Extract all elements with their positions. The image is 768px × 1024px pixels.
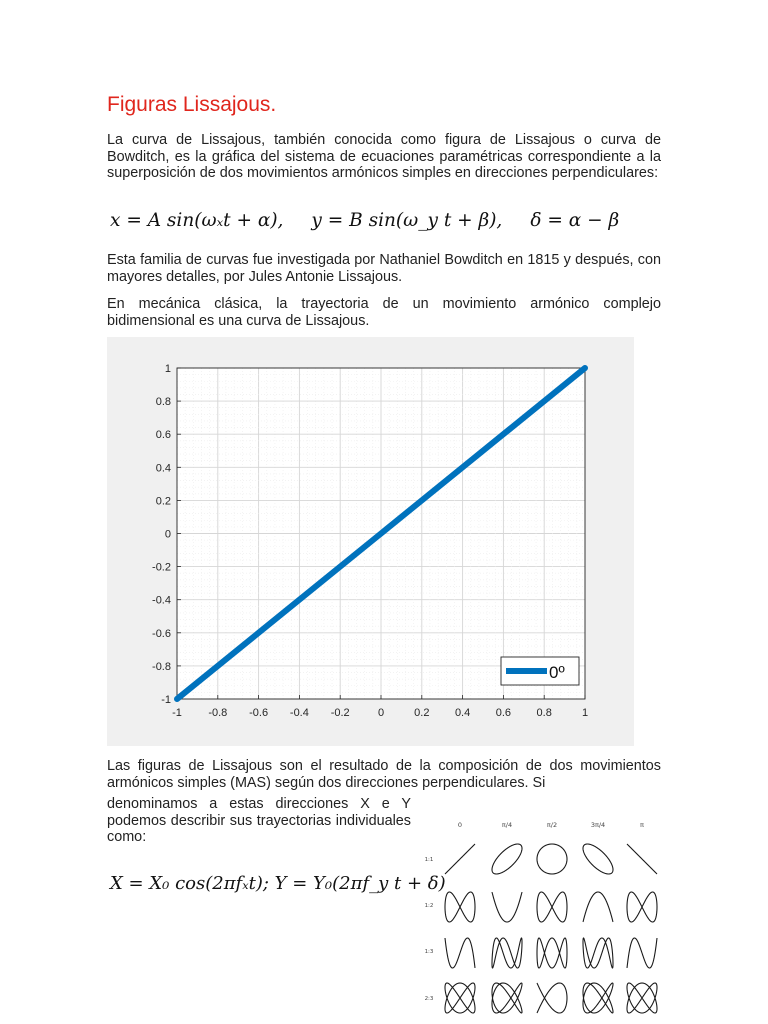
mechanics-paragraph: En mecánica clásica, la trayectoria de un movimiento armónico complejo bidimensional es una curva de Lissajous. <box>107 296 661 329</box>
legend-label: 0º <box>549 663 565 682</box>
directions-paragraph: denominamos a estas direcciones X e Y podemos describir sus trayectorias individuales como: <box>107 796 411 846</box>
ratio-label: 2:3 <box>424 996 434 1002</box>
ratio-label: 1:1 <box>424 857 434 863</box>
x-tick-label: 0.6 <box>495 707 512 719</box>
chart-svg <box>107 337 634 746</box>
x-tick-label: -1 <box>172 707 182 719</box>
lissajous-curve <box>445 892 475 922</box>
trajectory-equation <box>110 873 446 894</box>
x-tick-label: 0.8 <box>536 707 552 719</box>
lissajous-curve <box>445 844 475 874</box>
x-tick-label: 0.2 <box>414 707 430 719</box>
lissajous-curve <box>445 938 475 968</box>
equation-y: y = B sin(ω_y t + β), <box>311 210 503 231</box>
lissajous-curve <box>492 844 522 874</box>
y-tick-label: 0 <box>164 528 171 541</box>
lissajous-curve <box>627 892 657 922</box>
y-tick-label: -0.2 <box>152 561 171 574</box>
lissajous-curve <box>537 844 567 874</box>
x-tick-label: -0.6 <box>249 707 269 719</box>
parametric-equations <box>110 210 619 231</box>
lissajous-curve <box>537 938 567 968</box>
lissajous-curve <box>627 983 657 1013</box>
page-title: Figuras Lissajous. <box>107 93 277 116</box>
phase-label: π/2 <box>546 821 558 829</box>
ratio-label: 1:2 <box>424 903 434 909</box>
x-tick-label: 1 <box>581 707 589 719</box>
composition-paragraph: Las figuras de Lissajous son el resultado de la composición de dos movimientos armónicos simples (MAS) según dos direcciones perpendiculares. Si <box>107 758 661 791</box>
lissajous-figures-table <box>417 812 665 1022</box>
x-tick-label: -0.8 <box>208 707 228 719</box>
y-tick-label: 0.2 <box>155 495 171 508</box>
lissajous-curve <box>583 844 613 874</box>
y-tick-label: 0.8 <box>155 396 171 409</box>
y-tick-label: -0.8 <box>152 660 171 673</box>
x-tick-label: 0 <box>377 707 385 719</box>
y-tick-label: -1 <box>161 694 171 706</box>
phase-label: π <box>640 821 644 829</box>
y-tick-label: -0.6 <box>152 627 171 640</box>
y-tick-label: 0.6 <box>155 429 171 442</box>
history-paragraph: Esta familia de curvas fue investigada por Nathaniel Bowditch en 1815 y después, con mayores detalles, por Jules Antonie Lissajous. <box>107 252 661 285</box>
intro-paragraph: La curva de Lissajous, también conocida como figura de Lissajous o curva de Bowditch, es la gráfica del sistema de ecuaciones paramétricas correspondiente a la superposición de dos movimientos armónicos simples en direcciones perpendiculares: <box>107 132 661 182</box>
x-tick-label: -0.2 <box>330 707 350 719</box>
lissajous-curve <box>492 892 522 922</box>
y-tick-label: 0.4 <box>155 462 171 475</box>
lissajous-curve <box>627 938 657 968</box>
phase-label: 3π/4 <box>590 821 606 829</box>
equation-x: x = A sin(ωₓt + α), <box>110 210 284 231</box>
lissajous-curve <box>537 892 567 922</box>
lissajous-curve <box>583 938 613 968</box>
x-tick-label: 0.4 <box>454 707 471 719</box>
trajectory-equation-text: X = X₀ cos(2πfₓt); Y = Y₀(2πf_y t + δ) <box>110 873 446 894</box>
lissajous-curve <box>492 938 522 968</box>
phase-label: 0 <box>457 821 463 829</box>
lissajous-curve <box>537 983 567 1013</box>
y-tick-label: -0.4 <box>152 594 171 607</box>
ratio-label: 1:3 <box>424 949 434 955</box>
lissajous-curve <box>492 983 522 1013</box>
lissajous-curve <box>583 983 613 1013</box>
phase-label: π/4 <box>501 821 513 829</box>
equation-delta: δ = α − β <box>530 210 620 231</box>
legend <box>501 657 579 685</box>
lissajous-curve <box>445 983 475 1013</box>
y-tick-label: 1 <box>164 363 171 375</box>
lissajous-chart <box>107 337 634 746</box>
lissajous-curve <box>583 892 613 922</box>
x-tick-label: -0.4 <box>289 707 309 719</box>
lissajous-curve <box>627 844 657 874</box>
